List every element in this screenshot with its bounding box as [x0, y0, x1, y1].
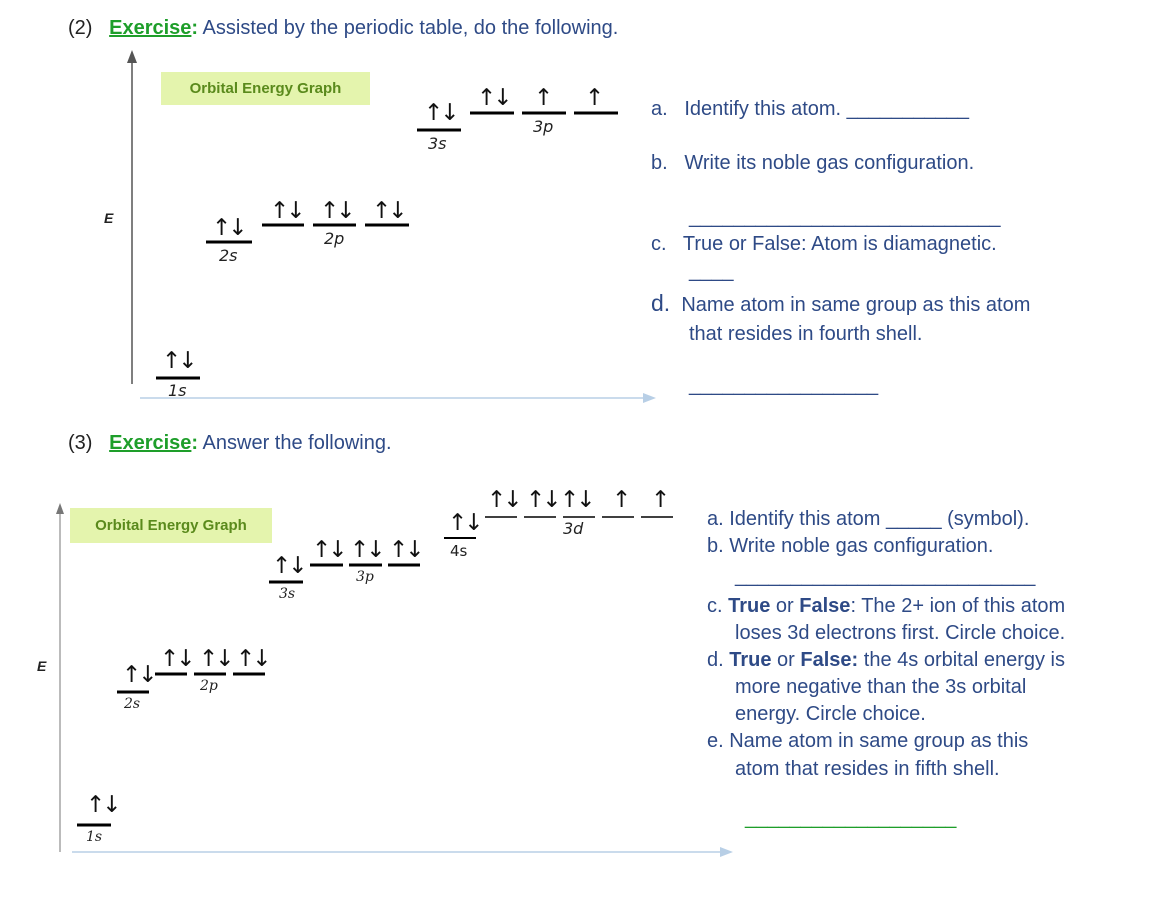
label-1s: 1s — [86, 829, 103, 845]
arrows-2p-2: ↑↓ — [320, 198, 353, 224]
graph-3-energy-label: E — [37, 658, 47, 674]
false-choice[interactable]: False — [799, 595, 851, 617]
question-text: Write its noble gas configuration. — [684, 152, 975, 174]
question-3d-line2: more negative than the 3s orbital — [735, 676, 1027, 698]
instruction-text: Answer the following. — [198, 432, 392, 454]
arrows-3d-2: ↑↓ — [526, 487, 559, 513]
answer-blank-2c[interactable]: ____ — [689, 260, 734, 282]
question-text: the 4s orbital energy is — [858, 649, 1065, 671]
arrows-3d-3: ↑↓ — [560, 487, 593, 513]
false-choice[interactable]: False: — [800, 649, 859, 671]
exercise-label: Exercise — [109, 17, 192, 39]
question-3e: e. Name atom in same group as this — [707, 730, 1029, 752]
arrows-3s: ↑↓ — [424, 100, 457, 126]
graph-2-energy-label: E — [104, 210, 114, 226]
label-1s: 1s — [168, 381, 187, 400]
exercise-colon: : — [191, 432, 199, 454]
section-number: (3) — [68, 432, 93, 454]
label-2s: 2s — [124, 696, 141, 712]
arrows-2p-2: ↑↓ — [199, 646, 232, 672]
label-2p: 2p — [324, 229, 345, 248]
graph-3-y-arrowhead — [56, 503, 64, 514]
answer-blank-2b[interactable]: ____________________________ — [689, 206, 1001, 228]
arrows-2p-3: ↑↓ — [372, 198, 405, 224]
or-text: or — [770, 595, 800, 617]
question-text: True or False: Atom is diamagnetic. — [682, 233, 997, 255]
arrows-3s: ↑↓ — [272, 553, 305, 579]
arrows-3p-2: ↑↓ — [350, 537, 383, 563]
arrows-2s: ↑↓ — [212, 215, 245, 241]
instruction-text: Assisted by the periodic table, do the following. — [198, 17, 619, 39]
arrows-2p-1: ↑↓ — [160, 646, 193, 672]
question-letter: d. — [651, 290, 671, 316]
arrows-3d-5: ↑ — [651, 487, 668, 513]
or-text: or — [771, 649, 801, 671]
question-letter: b. — [651, 152, 668, 174]
arrows-3p-1: ↑↓ — [477, 85, 510, 111]
arrows-3p-3: ↑ — [585, 85, 602, 111]
question-3d — [707, 647, 1065, 674]
question-letter: d. — [707, 649, 730, 671]
true-choice[interactable]: True — [728, 595, 771, 617]
label-3p: 3p — [533, 117, 554, 136]
question-3e-line2: atom that resides in fifth shell. — [735, 758, 1000, 780]
graph-2-title: Orbital Energy Graph — [161, 72, 370, 105]
answer-blank-2d[interactable]: _________________ — [689, 374, 879, 396]
label-2p: 2p — [200, 678, 218, 694]
question-text: Name atom in same group as this atom — [681, 294, 1031, 316]
arrows-3p-1: ↑↓ — [312, 537, 345, 563]
question-3c — [707, 593, 1065, 620]
label-3p: 3p — [356, 569, 374, 585]
label-3d: 3d — [563, 519, 584, 538]
graph-3-title: Orbital Energy Graph — [70, 508, 272, 543]
question-letter: a. — [651, 98, 668, 120]
arrows-2s: ↑↓ — [122, 662, 155, 688]
arrows-2p-3: ↑↓ — [236, 646, 269, 672]
arrows-3d-1: ↑↓ — [487, 487, 520, 513]
question-3d-line3: energy. Circle choice. — [735, 703, 926, 725]
question-text: : The 2+ ion of this atom — [850, 595, 1066, 617]
answer-blank-3e[interactable]: ___________________ — [745, 807, 957, 829]
exercise-colon: : — [191, 17, 199, 39]
answer-blank-3b[interactable]: ___________________________ — [735, 565, 1036, 587]
arrows-1s: ↑↓ — [162, 348, 195, 374]
graph-3-x-arrowhead — [720, 847, 733, 857]
arrows-3d-4: ↑ — [612, 487, 629, 513]
true-choice[interactable]: True — [729, 649, 772, 671]
question-2d-line2: that resides in fourth shell. — [689, 323, 923, 345]
question-letter: c. — [707, 595, 729, 617]
arrows-3p-2: ↑ — [534, 85, 551, 111]
section-number: (2) — [68, 17, 93, 39]
label-3s: 3s — [428, 134, 447, 153]
exercise-label: Exercise — [109, 432, 192, 454]
arrows-4s: ↑↓ — [448, 510, 481, 536]
question-3a: a. Identify this atom _____ (symbol). — [707, 508, 1030, 530]
question-3b: b. Write noble gas configuration. — [707, 535, 994, 557]
question-letter: c. — [651, 233, 667, 255]
question-3c-line2: loses 3d electrons first. Circle choice. — [735, 622, 1066, 644]
label-4s: 4s — [450, 542, 468, 560]
arrows-1s: ↑↓ — [86, 792, 119, 818]
arrows-2p-1: ↑↓ — [270, 198, 303, 224]
label-2s: 2s — [219, 246, 238, 265]
label-3s: 3s — [279, 586, 296, 602]
arrows-3p-3: ↑↓ — [389, 537, 422, 563]
question-text: Identify this atom. ___________ — [684, 98, 970, 120]
